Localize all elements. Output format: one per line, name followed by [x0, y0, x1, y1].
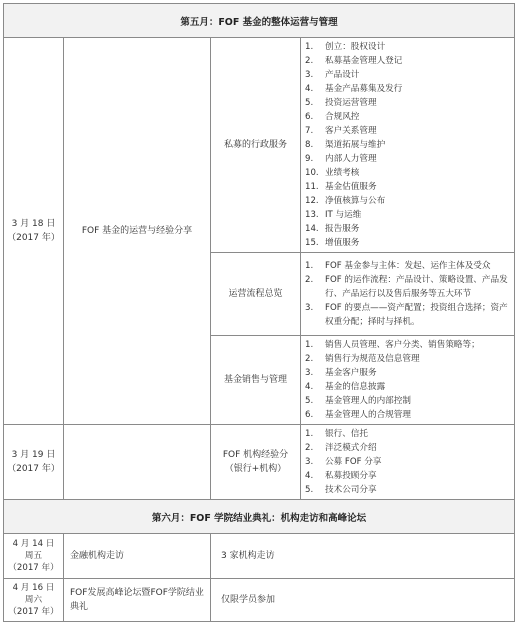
- list-item-text: FOF 的要点——资产配置；投资组合选择；资产权重分配；择时与择机。: [325, 303, 508, 327]
- topic-cell-mar18: FOF 基金的运营与经验分享: [64, 38, 211, 425]
- list-item-text: 合规风控: [325, 112, 360, 122]
- list-item-text: 基金的信息披露: [325, 382, 386, 392]
- list-item: [305, 273, 510, 301]
- list-item-text: 私募基金管理人登记: [325, 56, 403, 66]
- list-item-text: 泮泛模式介绍: [325, 443, 377, 453]
- list-item: [305, 180, 510, 194]
- date-cell-apr14: [4, 534, 64, 579]
- mar19-list-cell: [301, 425, 515, 500]
- subtopic-private-admin: 私募的行政服务: [211, 38, 301, 253]
- list-item-number: 1.: [305, 340, 314, 350]
- sales-mgmt-list: [301, 336, 514, 424]
- date-cell-apr16: [4, 579, 64, 622]
- list-item-text: 净值核算与公布: [325, 196, 386, 206]
- sales-mgmt-list-cell: [301, 336, 515, 425]
- list-item-number: 13.: [305, 210, 319, 220]
- list-item: [305, 427, 510, 441]
- weekday-text: 周六: [24, 595, 43, 605]
- list-item: [305, 138, 510, 152]
- section-header-june: 第六月：FOF 学院结业典礼：机构走访和高峰论坛: [4, 500, 515, 534]
- list-item-number: 6.: [305, 410, 314, 420]
- list-item-text: 基金产品募集及发行: [325, 84, 403, 94]
- list-item-number: 3.: [305, 457, 314, 467]
- list-item: [305, 483, 510, 497]
- private-admin-list-cell: [301, 38, 515, 253]
- list-item-number: 3.: [305, 303, 314, 313]
- year-text: （2017 年）: [7, 233, 60, 243]
- list-item-text: 销售人员管理、客户分类、销售策略等；: [325, 340, 480, 350]
- list-item: [305, 152, 510, 166]
- list-item-text: 增值服务: [325, 238, 360, 248]
- list-item: [305, 236, 510, 250]
- empty-cell-mar19: [64, 425, 211, 500]
- year-text: （2017 年）: [8, 563, 59, 573]
- date-text: 4 月 16 日: [12, 583, 55, 593]
- list-item: [305, 40, 510, 54]
- list-item: [305, 301, 510, 329]
- year-text: （2017 年）: [7, 464, 60, 474]
- list-item-number: 1.: [305, 261, 314, 271]
- list-item: [305, 338, 510, 352]
- date-text: 4 月 14 日: [12, 539, 55, 549]
- date-text: 3 月 18 日: [11, 219, 56, 229]
- list-item: [305, 68, 510, 82]
- list-item: [305, 208, 510, 222]
- list-item-text: 业绩考核: [325, 168, 360, 178]
- list-item-text: 投资运营管理: [325, 98, 377, 108]
- list-item-number: 3.: [305, 70, 314, 80]
- list-item: [305, 82, 510, 96]
- section-header-may: 第五月：FOF 基金的整体运营与管理: [4, 4, 515, 38]
- list-item-number: 15.: [305, 238, 319, 248]
- list-item-number: 2.: [305, 354, 314, 364]
- list-item-text: 私募投顾分享: [325, 471, 377, 481]
- list-item-number: 2.: [305, 275, 314, 285]
- list-item: [305, 54, 510, 68]
- topic-cell-mar19: [211, 425, 301, 500]
- list-item-text: 客户关系管理: [325, 126, 377, 136]
- year-text: （2017 年）: [8, 607, 59, 617]
- list-item-text: 内部人力管理: [325, 154, 377, 164]
- list-item-text: 渠道拓展与维护: [325, 140, 386, 150]
- list-item-number: 2.: [305, 56, 314, 66]
- list-item: [305, 441, 510, 455]
- list-item-number: 12.: [305, 196, 319, 206]
- list-item-text: 公募 FOF 分享: [325, 457, 382, 467]
- ops-overview-list: [301, 257, 514, 331]
- list-item-number: 1.: [305, 429, 314, 439]
- list-item: [305, 394, 510, 408]
- list-item-text: 银行、信托: [325, 429, 368, 439]
- list-item-text: IT 与运维: [325, 210, 362, 220]
- list-item-number: 2.: [305, 443, 314, 453]
- mar19-list: [301, 425, 514, 499]
- activity-cell-apr16: FOF发展高峰论坛暨FOF学院结业典礼: [64, 579, 211, 622]
- activity-cell-apr14: 金融机构走访: [64, 534, 211, 579]
- list-item: [305, 259, 510, 273]
- list-item-number: 9.: [305, 154, 314, 164]
- list-item-text: 基金客户服务: [325, 368, 377, 378]
- detail-cell-apr16: 仅限学员参加: [211, 579, 515, 622]
- schedule-table: [3, 3, 515, 622]
- date-cell-mar19: [4, 425, 64, 500]
- list-item: [305, 194, 510, 208]
- subtopic-ops-overview: 运营流程总览: [211, 253, 301, 336]
- list-item: [305, 380, 510, 394]
- list-item-number: 14.: [305, 224, 319, 234]
- list-item-number: 5.: [305, 98, 314, 108]
- topic-line: FOF 机构经验分: [222, 450, 289, 460]
- list-item-number: 5.: [305, 396, 314, 406]
- list-item: [305, 166, 510, 180]
- private-admin-list: [301, 38, 514, 252]
- list-item: [305, 352, 510, 366]
- list-item: [305, 469, 510, 483]
- date-cell-mar18: [4, 38, 64, 425]
- date-text: 3 月 19 日: [11, 450, 56, 460]
- list-item-number: 5.: [305, 485, 314, 495]
- list-item-text: 基金管理人的内部控制: [325, 396, 411, 406]
- list-item-text: 基金估值服务: [325, 182, 377, 192]
- list-item-text: 报告服务: [325, 224, 360, 234]
- list-item-number: 10.: [305, 168, 319, 178]
- list-item-number: 8.: [305, 140, 314, 150]
- list-item-text: 销售行为规范及信息管理: [325, 354, 420, 364]
- list-item-text: 技术公司分享: [325, 485, 377, 495]
- list-item: [305, 408, 510, 422]
- list-item-number: 4.: [305, 471, 314, 481]
- list-item-text: 创立：股权设计: [325, 42, 386, 52]
- list-item-text: 产品设计: [325, 70, 360, 80]
- list-item-number: 7.: [305, 126, 314, 136]
- list-item-number: 4.: [305, 382, 314, 392]
- list-item: [305, 124, 510, 138]
- list-item: [305, 222, 510, 236]
- list-item: [305, 110, 510, 124]
- list-item-number: 6.: [305, 112, 314, 122]
- list-item-text: FOF 的运作流程：产品设计、策略设置、产品发行、产品运行以及售后服务等五大环节: [325, 275, 508, 299]
- weekday-text: 周五: [24, 551, 43, 561]
- list-item-text: FOF 基金参与主体：发起、运作主体及受众: [325, 261, 491, 271]
- list-item: [305, 455, 510, 469]
- list-item: [305, 96, 510, 110]
- list-item-number: 4.: [305, 84, 314, 94]
- topic-line: （银行+机构）: [224, 464, 287, 474]
- list-item-number: 1.: [305, 42, 314, 52]
- list-item: [305, 366, 510, 380]
- list-item-text: 基金管理人的合规管理: [325, 410, 411, 420]
- ops-overview-list-cell: [301, 253, 515, 336]
- detail-cell-apr14: 3 家机构走访: [211, 534, 515, 579]
- list-item-number: 11.: [305, 182, 319, 192]
- list-item-number: 3.: [305, 368, 314, 378]
- subtopic-sales-mgmt: 基金销售与管理: [211, 336, 301, 425]
